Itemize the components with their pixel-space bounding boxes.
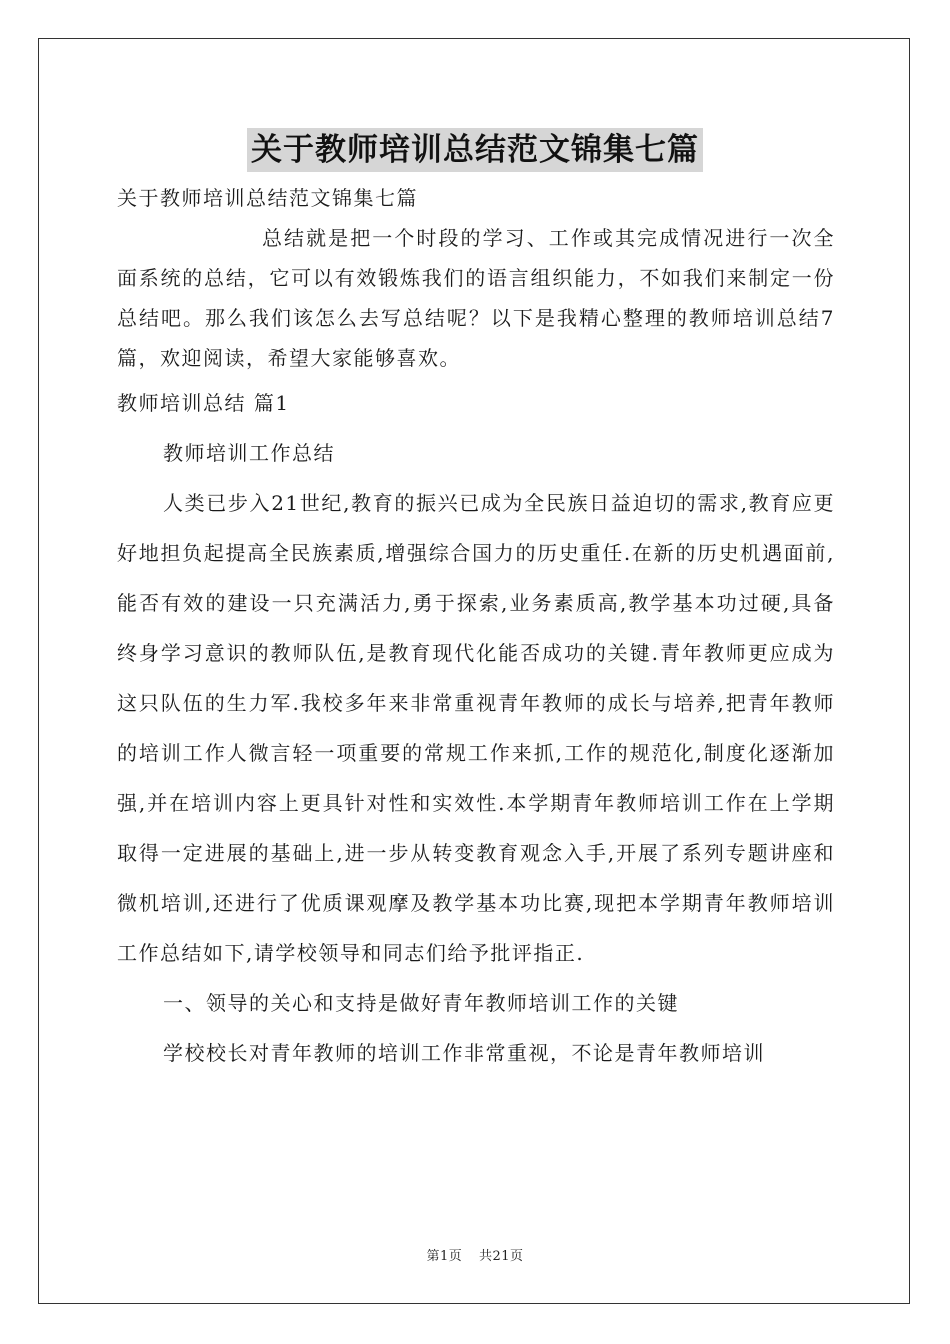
document-subtitle: 关于教师培训总结范文锦集七篇 xyxy=(117,186,418,210)
page-footer xyxy=(0,1245,950,1264)
page-total: 共21页 xyxy=(478,1249,524,1264)
title-container xyxy=(0,128,950,172)
body-paragraph: 人类已步入21世纪,教育的振兴已成为全民族日益迫切的需求,教育应更好地担负起提高全民族素质,增强综合国力的历史重任.在新的历史机遇面前,能否有效的建设一只充满活力,勇于探索,业务素质高,教学基本功过硬,具备终身学习意识的教师队伍,是教育现代化能否成功的关键.青年教师更应成为这只队伍的生力军.我校多年来非常重视青年教师的成长与培养,把青年教师的培训工作人微言轻一项重要的常规工作来抓,工作的规范化,制度化逐渐加强,并在培训内容上更具针对性和实效性.本学期青年教师培训工作在上学期取得一定进展的基础上,进一步从转变教育观念入手,开展了系列专题讲座和微机培训,还进行了优质课观摩及教学基本功比赛,现把本学期青年教师培训工作总结如下,请学校领导和同志们给予批评指正. xyxy=(117,491,835,965)
point-one-text: 学校校长对青年教师的培训工作非常重视，不论是青年教师培训 xyxy=(163,1041,765,1065)
document-body xyxy=(117,180,835,1078)
point-one-heading: 一、领导的关心和支持是做好青年教师培训工作的关键 xyxy=(163,991,679,1015)
intro-paragraph: 总结就是把一个时段的学习、工作或其完成情况进行一次全面系统的总结，它可以有效锻炼我们的语言组织能力，不如我们来制定一份总结吧。那么我们该怎么去写总结呢？以下是我精心整理的教师培训总结7篇，欢迎阅读，希望大家能够喜欢。 xyxy=(117,226,835,370)
section-heading: 教师培训总结 篇1 xyxy=(117,391,290,415)
article-title: 教师培训工作总结 xyxy=(163,441,335,465)
page-number: 第1页 xyxy=(426,1249,463,1264)
document-title: 关于教师培训总结范文锦集七篇 xyxy=(247,128,703,172)
